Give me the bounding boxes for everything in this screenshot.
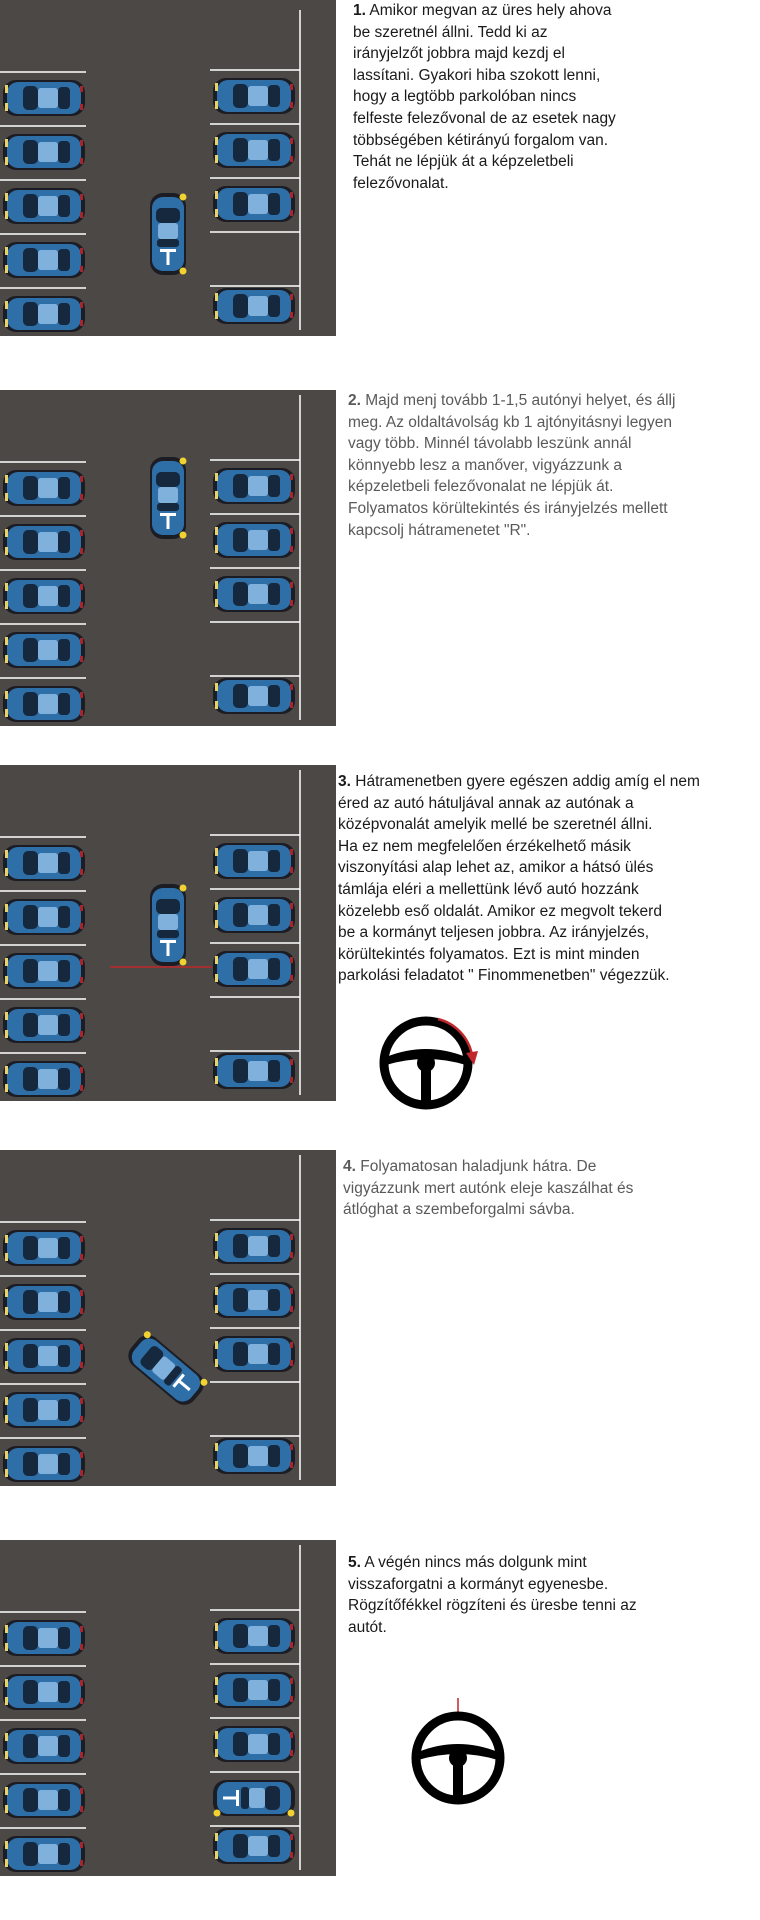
parked-car (3, 1836, 85, 1872)
parked-car (3, 296, 85, 332)
parked-car (213, 132, 295, 168)
parked-car (3, 1284, 85, 1320)
parked-car (213, 1672, 295, 1708)
parked-car (3, 578, 85, 614)
parked-car (213, 288, 295, 324)
parked-car (3, 899, 85, 935)
parked-car (3, 470, 85, 506)
step-2-text: 2. Majd menj tovább 1-1,5 autónyi helyet, és állj meg. Az oldaltávolság kb 1 ajtónyitásnyi legyen vagy több. Minnél távolabb leszünk annál könnyebb lesz a manőver, vigyázzunk a képzeletbeli felezővonalat ne lépjük át. Folyamatos körültekintés és irányjelzés mellett kapcsolj hátramenetet "R". (348, 392, 676, 539)
learner-car (150, 457, 187, 539)
learner-car (150, 193, 187, 275)
parked-car (3, 80, 85, 116)
parked-car (213, 1438, 295, 1474)
parking-lot-diagram (0, 1150, 336, 1486)
learner-car (150, 884, 187, 966)
parked-car (3, 1728, 85, 1764)
step-3-text: 3. Hátramenetben gyere egészen addig amíg el nem éred az autó hátuljával annak az autónak a középvonalát amelyik mellé be szeretnél állni. Ha ez nem megfelelően érzékelhető másik viszonyítási alap lehet az, amikor a hátsó ülés támlája eléri a mellettünk lévő autó hozzánk közelebb eső oldalát. Amikor ez megvolt tekerd be a kormányt teljesen jobbra. Az irányjelzés, körültekintés folyamatos. Ezt is mint minden parkolási feladatot " Finommenetben" végezzük. (338, 773, 700, 985)
parked-car (3, 1230, 85, 1266)
step-5-text: 5. A végén nincs más dolgunk mint visszaforgatni a kormányt egyenesbe. Rögzítőfékkel rögzíteni és üresbe tenni az autót. (348, 1554, 637, 1636)
steering-wheel-straight-icon (408, 1698, 508, 1808)
step-1 (0, 0, 760, 340)
parked-car (3, 1782, 85, 1818)
parked-car (213, 468, 295, 504)
step-4-text: 4. Folyamatosan haladjunk hátra. De vigyázzunk mert autónk eleje kaszálhat és átlóghat a szembeforgalmi sávba. (343, 1158, 634, 1219)
parking-lot-diagram (0, 1540, 336, 1876)
parked-car (3, 1007, 85, 1043)
parked-car (3, 1674, 85, 1710)
parked-car (213, 78, 295, 114)
parked-car (213, 951, 295, 987)
parked-car (3, 632, 85, 668)
step-2 (0, 390, 760, 730)
step-number: 1. (353, 2, 366, 19)
parked-car (213, 186, 295, 222)
step-number: 5. (348, 1554, 361, 1571)
step-3 (0, 765, 760, 1105)
parked-car (213, 1828, 295, 1864)
parked-car (213, 576, 295, 612)
parked-car (3, 242, 85, 278)
parking-lot-diagram (0, 765, 336, 1101)
parked-car (213, 1282, 295, 1318)
step-number: 2. (348, 392, 361, 409)
parked-car (3, 1338, 85, 1374)
parked-car (3, 953, 85, 989)
learner-car (213, 1780, 295, 1817)
parked-car (213, 1336, 295, 1372)
parked-car (213, 678, 295, 714)
parked-car (3, 1446, 85, 1482)
parked-car (3, 686, 85, 722)
parked-car (3, 524, 85, 560)
parked-car (3, 188, 85, 224)
learner-car (123, 1329, 209, 1410)
parked-car (3, 845, 85, 881)
parking-lot-diagram (0, 390, 336, 726)
parked-car (213, 897, 295, 933)
step-5 (0, 1540, 760, 1880)
parked-car (213, 1618, 295, 1654)
parked-car (213, 1228, 295, 1264)
parked-car (3, 1392, 85, 1428)
parked-car (213, 843, 295, 879)
parking-lot-diagram (0, 0, 336, 336)
parked-car (213, 1726, 295, 1762)
parked-car (3, 134, 85, 170)
parked-car (3, 1620, 85, 1656)
step-number: 4. (343, 1158, 356, 1175)
step-4 (0, 1150, 760, 1490)
steering-wheel-turn-right-icon (378, 1007, 498, 1117)
parked-car (3, 1061, 85, 1097)
parked-car (213, 1053, 295, 1089)
parked-car (213, 522, 295, 558)
step-1-text: 1. Amikor megvan az üres hely ahova be szeretnél állni. Tedd ki az irányjelzőt jobbra majd kezdj el lassítani. Gyakori hiba szokott lenni, hogy a legtöbb parkolóban nincs felfeste felezővonal de az esetek nagy többségében kétirányú forgalom van. Tehát ne lépjük át a képzeletbeli felezővonalat. (353, 2, 616, 192)
step-number: 3. (338, 773, 351, 790)
